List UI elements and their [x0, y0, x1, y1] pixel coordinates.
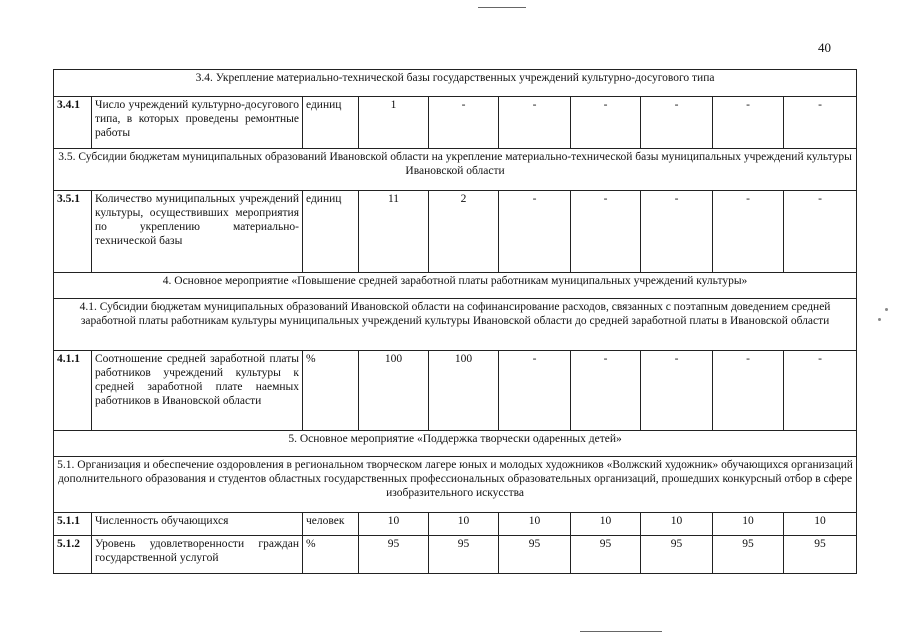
row-unit: %	[303, 351, 359, 431]
value-cell: 95	[359, 536, 429, 574]
value-cell: 10	[359, 513, 429, 536]
section-header-row	[54, 149, 857, 191]
row-number: 5.1.2	[54, 536, 92, 574]
table-row	[54, 191, 857, 273]
row-number: 3.5.1	[54, 191, 92, 273]
value-cell: 95	[713, 536, 784, 574]
scan-speck	[885, 308, 888, 311]
section-header-row	[54, 70, 857, 97]
row-unit: человек	[303, 513, 359, 536]
value-cell: -	[784, 351, 857, 431]
row-number: 4.1.1	[54, 351, 92, 431]
value-cell: -	[571, 97, 641, 149]
value-cell: 100	[359, 351, 429, 431]
section-header-4-1: 4.1. Субсидии бюджетам муниципальных образований Ивановской области на софинансирование расходов, связанных с поэтапным доведением средней заработной платы работникам культуры муниципальных учреждений культуры Ивановской области до средней заработной платы в Ивановской области	[54, 299, 857, 351]
value-cell: 2	[429, 191, 499, 273]
value-cell: -	[499, 351, 571, 431]
value-cell: 95	[784, 536, 857, 574]
scan-speck	[878, 318, 881, 321]
indicators-table	[53, 69, 857, 574]
value-cell: -	[499, 191, 571, 273]
value-cell: 95	[499, 536, 571, 574]
row-unit: %	[303, 536, 359, 574]
row-description: Число учреждений культурно-досугового типа, в которых проведены ремонтные работы	[92, 97, 303, 149]
value-cell: 95	[641, 536, 713, 574]
value-cell: -	[641, 97, 713, 149]
value-cell: -	[713, 191, 784, 273]
value-cell: -	[499, 97, 571, 149]
row-description: Численность обучающихся	[92, 513, 303, 536]
page-number: 40	[818, 40, 831, 55]
row-description: Уровень удовлетворенности граждан государственной услугой	[92, 536, 303, 574]
table-row	[54, 536, 857, 574]
value-cell: 10	[429, 513, 499, 536]
value-cell: 1	[359, 97, 429, 149]
scan-artifact-top	[478, 7, 526, 8]
value-cell: -	[641, 351, 713, 431]
section-header-5-1: 5.1. Организация и обеспечение оздоровления в региональном творческом лагере юных и молодых художников «Волжский художник» обучающихся организаций дополнительного образования и студентов областных государственных профессиональных образовательных организаций, прошедших конкурсный отбор в сфере изобразительного искусства	[54, 457, 857, 513]
row-number: 3.4.1	[54, 97, 92, 149]
section-header-3-4: 3.4. Укрепление материально-технической базы государственных учреждений культурно-досугового типа	[54, 70, 857, 97]
row-description: Соотношение средней заработной платы работников учреждений культуры к средней заработной плате наемных работников в Ивановской области	[92, 351, 303, 431]
row-unit: единиц	[303, 191, 359, 273]
value-cell: -	[429, 97, 499, 149]
value-cell: 95	[429, 536, 499, 574]
section-header-row	[54, 273, 857, 299]
table-row	[54, 513, 857, 536]
value-cell: 10	[571, 513, 641, 536]
section-header-row	[54, 431, 857, 457]
value-cell: 95	[571, 536, 641, 574]
value-cell: -	[784, 191, 857, 273]
scan-artifact-bottom	[580, 631, 662, 632]
value-cell: -	[571, 351, 641, 431]
section-header-3-5: 3.5. Субсидии бюджетам муниципальных образований Ивановской области на укрепление материально-технической базы муниципальных учреждений культуры Ивановской области	[54, 149, 857, 191]
value-cell: 10	[784, 513, 857, 536]
table-row	[54, 97, 857, 149]
value-cell: -	[713, 97, 784, 149]
value-cell: -	[713, 351, 784, 431]
section-header-row	[54, 299, 857, 351]
value-cell: 11	[359, 191, 429, 273]
section-header-5: 5. Основное мероприятие «Поддержка творчески одаренных детей»	[54, 431, 857, 457]
value-cell: -	[641, 191, 713, 273]
value-cell: 10	[713, 513, 784, 536]
table-row	[54, 351, 857, 431]
section-header-row	[54, 457, 857, 513]
value-cell: 10	[641, 513, 713, 536]
row-unit: единиц	[303, 97, 359, 149]
row-description: Количество муниципальных учреждений культуры, осуществивших мероприятия по укреплению материально-технической базы	[92, 191, 303, 273]
value-cell: 100	[429, 351, 499, 431]
value-cell: -	[571, 191, 641, 273]
value-cell: -	[784, 97, 857, 149]
section-header-4: 4. Основное мероприятие «Повышение средней заработной платы работникам муниципальных учреждений культуры»	[54, 273, 857, 299]
value-cell: 10	[499, 513, 571, 536]
row-number: 5.1.1	[54, 513, 92, 536]
